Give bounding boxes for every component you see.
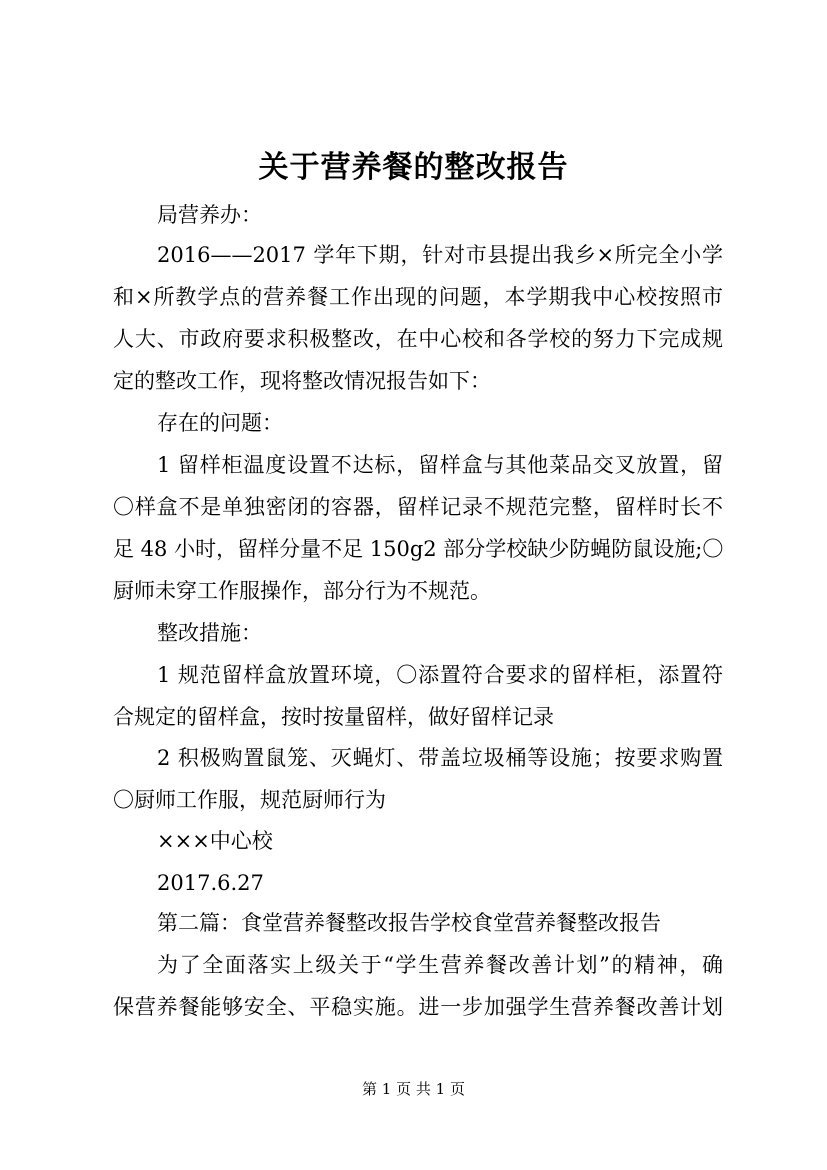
paragraph-line: 合规定的留样盒，按时按量留样，做好留样记录 [113, 705, 554, 729]
paragraph-line: 定的整改工作，现将整改情况报告如下： [113, 369, 491, 393]
paragraph-line: 保营养餐能够安全、平稳实施。进一步加强学生营养餐改善计划 [113, 995, 723, 1019]
document-title: 关于营养餐的整改报告 [258, 150, 569, 185]
page-number-footer: 第 1 页 共 1 页 [362, 1080, 465, 1098]
section-heading: 存在的问题： [157, 411, 283, 435]
signature-org: ×××中心校 [157, 829, 273, 853]
paragraph-line: 足 48 小时，留样分量不足 150g2 部分学校缺少防蝇防鼠设施;〇 [113, 537, 724, 561]
paragraph-line: 1 留样柜温度设置不达标，留样盒与其他菜品交叉放置，留 [157, 453, 723, 477]
paragraph-line: 〇样盒不是单独密闭的容器，留样记录不规范完整，留样时长不 [113, 495, 723, 519]
paragraph-line: 〇厨师工作服，规范厨师行为 [113, 788, 386, 812]
paragraph-line: 1 规范留样盒放置环境，〇添置符合要求的留样柜，添置符 [157, 663, 723, 687]
signature-date: 2017.6.27 [157, 871, 264, 895]
section-heading: 第二篇：食堂营养餐整改报告学校食堂营养餐整改报告 [157, 911, 661, 935]
salutation: 局营养办： [157, 203, 262, 227]
paragraph-line: 为了全面落实上级关于“学生营养餐改善计划”的精神，确 [157, 953, 723, 977]
paragraph-line: 2016——2017 学年下期，针对市县提出我乡×所完全小学 [157, 243, 723, 267]
paragraph-line: 和×所教学点的营养餐工作出现的问题，本学期我中心校按照市 [113, 285, 723, 309]
section-heading: 整改措施： [157, 621, 262, 645]
paragraph-line: 厨师未穿工作服操作，部分行为不规范。 [113, 579, 491, 603]
paragraph-line: 2 积极购置鼠笼、灭蝇灯、带盖垃圾桶等设施；按要求购置 [157, 746, 723, 770]
paragraph-line: 人大、市政府要求积极整改，在中心校和各学校的努力下完成规 [113, 327, 723, 351]
